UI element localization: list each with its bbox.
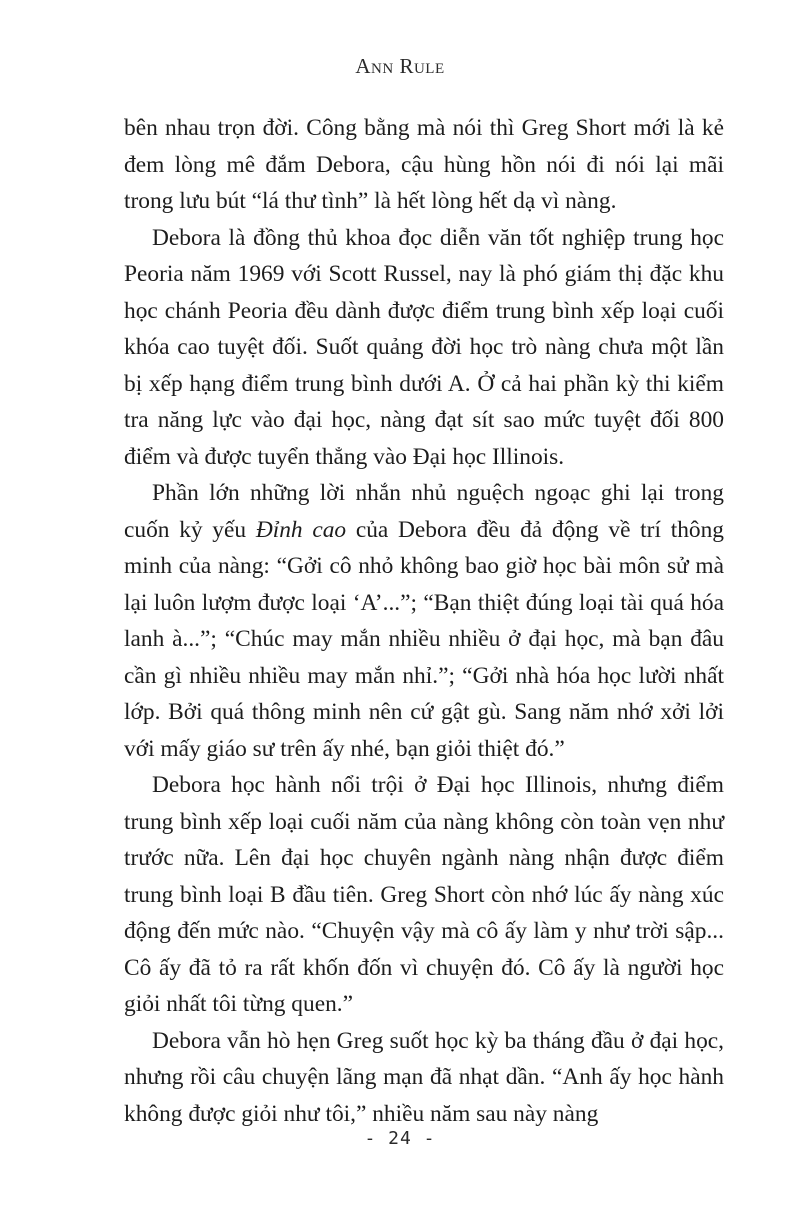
paragraph: Debora là đồng thủ khoa đọc diễn văn tốt nghiệp trung học Peoria năm 1969 với Scott Russel, nay là phó giám thị đặc khu học chánh Peoria đều dành được điểm trung bình xếp loại cuối khóa cao tuyệt đối. Suốt quảng đời học trò nàng chưa một lần bị xếp hạng điểm trung bình dưới A. Ở cả hai phần kỳ thi kiểm tra năng lực vào đại học, nàng đạt sít sao mức tuyệt đối 800 điểm và được tuyển thẳng vào Đại học Illinois.: [124, 224, 724, 470]
paragraph-text: của Debora đều đả động về trí thông minh của nàng: “Gởi cô nhỏ không bao giờ học bài môn sử mà lại luôn lượm được loại ‘A’...”; “Bạn thiệt đúng loại tài quá hóa lanh à...”; “Chúc may mắn nhiều nhiều ở đại học, mà bạn đâu cần gì nhiều nhiều may mắn nhỉ.”; “Gởi nhà hóa học lười nhất lớp. Bởi quá thông minh nên cứ gật gù. Sang năm nhớ xởi lởi với mấy giáo sư trên ấy nhé, bạn giỏi thiệt đó.”: [124, 516, 724, 762]
paragraph-text: Phần lớn những lời nhắn nhủ nguệch ngoạc ghi lại trong cuốn kỷ yếu: [124, 480, 724, 543]
paragraph: [124, 475, 724, 767]
body-text: [124, 110, 724, 1132]
paragraph-continued: bên nhau trọn đời. Công bằng mà nói thì Greg Short mới là kẻ đem lòng mê đắm Debora, cậu hùng hồn nói đi nói lại mãi trong lưu bút “lá thư tình” là hết lòng hết dạ vì nàng.: [124, 115, 724, 214]
paragraph: Debora vẫn hò hẹn Greg suốt học kỳ ba tháng đầu ở đại học, nhưng rồi câu chuyện lãng mạn đã nhạt dần. “Anh ấy học hành không được giỏi như tôi,” nhiều năm sau này nàng: [124, 1027, 724, 1127]
running-title: Ann Rule: [355, 54, 445, 78]
running-header: [0, 54, 800, 79]
page-number: - 24 -: [364, 1128, 436, 1149]
paragraph: Debora học hành nổi trội ở Đại học Illinois, nhưng điểm trung bình xếp loại cuối năm của nàng không còn toàn vẹn như trước nữa. Lên đại học chuyên ngành nàng nhận được điểm trung bình loại B đầu tiên. Greg Short còn nhớ lúc ấy nàng xúc động đến mức nào. “Chuyện vậy mà cô ấy làm y như trời sập... Cô ấy đã tỏ ra rất khốn đốn vì chuyện đó. Cô ấy là người học giỏi nhất tôi từng quen.”: [124, 772, 724, 1017]
yearbook-title: Đỉnh cao: [255, 516, 347, 543]
